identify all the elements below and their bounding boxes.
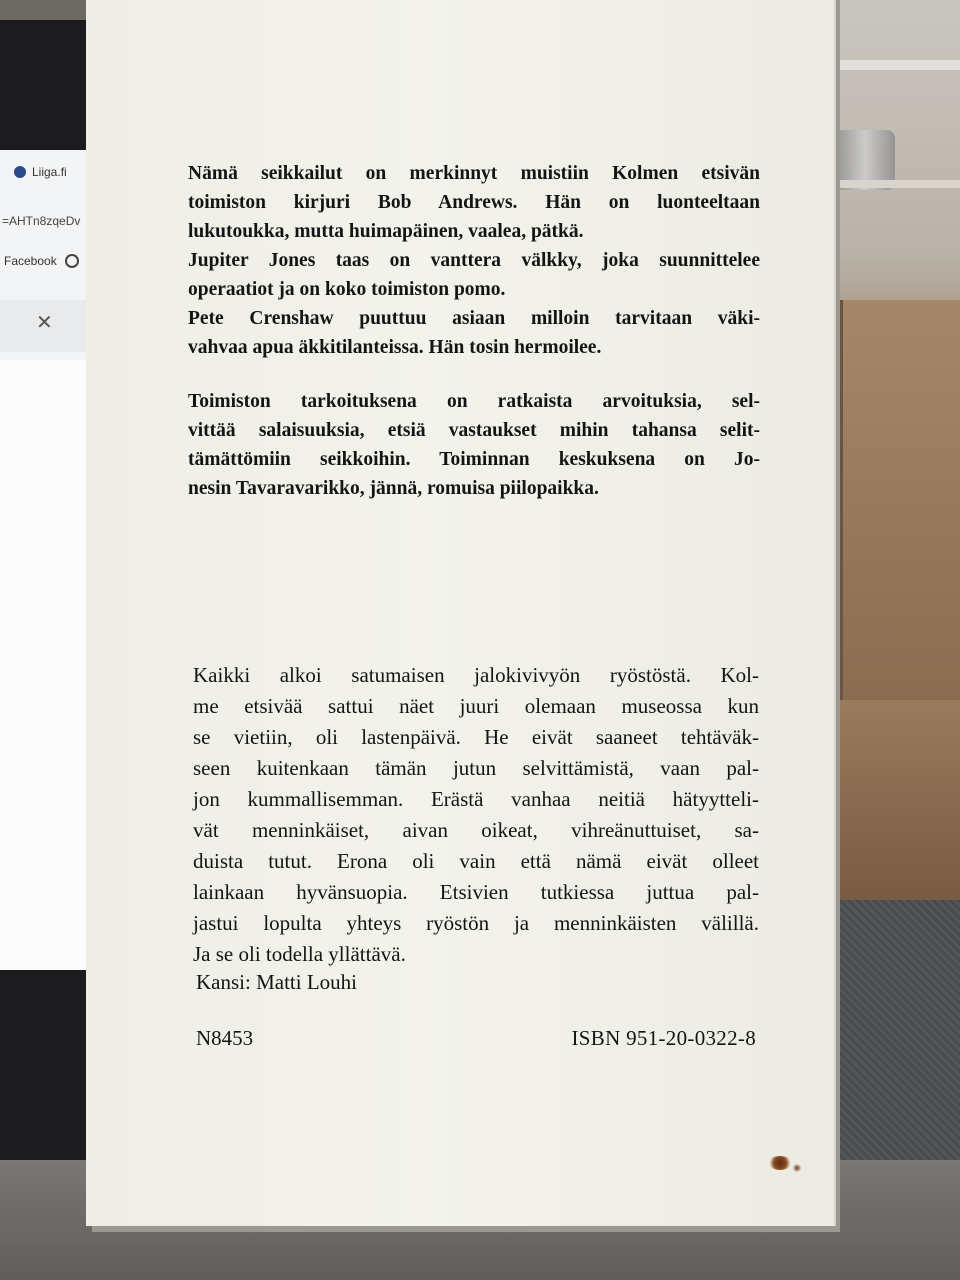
liiga-favicon-icon — [14, 166, 26, 178]
text-line: lainkaan hyvänsuopia. Etsivien tutkiessa juttua pal- — [193, 880, 759, 904]
bookmark-label: Facebook — [4, 254, 57, 268]
rust-stain — [792, 1164, 802, 1172]
rust-stain — [768, 1156, 792, 1170]
text-line: me etsivää sattui näet juuri olemaan museossa kun — [193, 694, 759, 718]
shelf — [830, 60, 960, 70]
story-paragraph — [193, 660, 759, 970]
text-line: Pete Crenshaw puuttuu asiaan milloin tarvitaan väki- — [188, 308, 760, 329]
bookmark-facebook[interactable] — [4, 254, 79, 268]
product-code: N8453 — [196, 1026, 254, 1050]
laptop-screen — [0, 150, 100, 970]
text-line: tämättömiin seikkoihin. Toiminnan keskuksena on Jo- — [188, 449, 760, 470]
text-line: Jupiter Jones taas on vanttera välkky, joka suunnittelee — [188, 250, 760, 271]
text-line: jon kummallisemman. Erästä vanhaa neitiä hätyytteli- — [193, 787, 759, 811]
text-line: lukutoukka, mutta huimapäinen, vaalea, pätkä. — [188, 221, 584, 242]
book-back-cover — [86, 0, 834, 1226]
tab-title: Liiga.fi — [32, 165, 67, 179]
shelf — [830, 180, 960, 188]
text-line: Toimiston tarkoituksena on ratkaista arvoituksia, sel- — [188, 391, 760, 412]
text-line: seen kuitenkaan tämän jutun selvittämistä, vaan pal- — [193, 756, 759, 780]
panel-body — [0, 360, 100, 970]
text-line: operaatiot ja on koko toimiston pomo. — [188, 279, 506, 300]
text-line: vahvaa apua äkkitilanteissa. Hän tosin hermoilee. — [188, 337, 602, 358]
cardboard-box — [840, 300, 960, 700]
intro-paragraph — [188, 159, 760, 362]
browser-tab[interactable] — [14, 162, 67, 182]
close-icon[interactable]: ✕ — [36, 310, 53, 334]
cover-credit: Kansi: Matti Louhi — [196, 970, 357, 994]
text-line: Ja se oli todella yllättävä. — [193, 942, 406, 966]
purpose-paragraph — [188, 387, 760, 503]
isbn: ISBN 951-20-0322-8 — [571, 1026, 756, 1050]
text-line: toimiston kirjuri Bob Andrews. Hän on luonteeltaan — [188, 192, 760, 213]
text-line: Kaikki alkoi satumaisen jalokivivyön ryöstöstä. Kol- — [193, 663, 759, 687]
text-line: jastui lopulta yhteys ryöstön ja menninkäisten välillä. — [193, 911, 759, 935]
globe-icon — [65, 254, 79, 268]
text-line: vittää salaisuuksia, etsiä vastaukset mihin tahansa selit- — [188, 420, 760, 441]
text-line: Nämä seikkailut on merkinnyt muistiin Kolmen etsivän — [188, 163, 760, 184]
text-line: nesin Tavaravarikko, jännä, romuisa piilopaikka. — [188, 478, 599, 499]
address-bar-text[interactable]: =AHTn8zqeDv — [2, 214, 81, 228]
text-line: vät menninkäiset, aivan oikeat, vihreänuttuiset, sa- — [193, 818, 759, 842]
text-line: duista tutut. Erona oli vain että nämä eivät olleet — [193, 849, 759, 873]
text-line: se vietiin, oli lastenpäivä. He eivät saaneet tehtäväk- — [193, 725, 759, 749]
